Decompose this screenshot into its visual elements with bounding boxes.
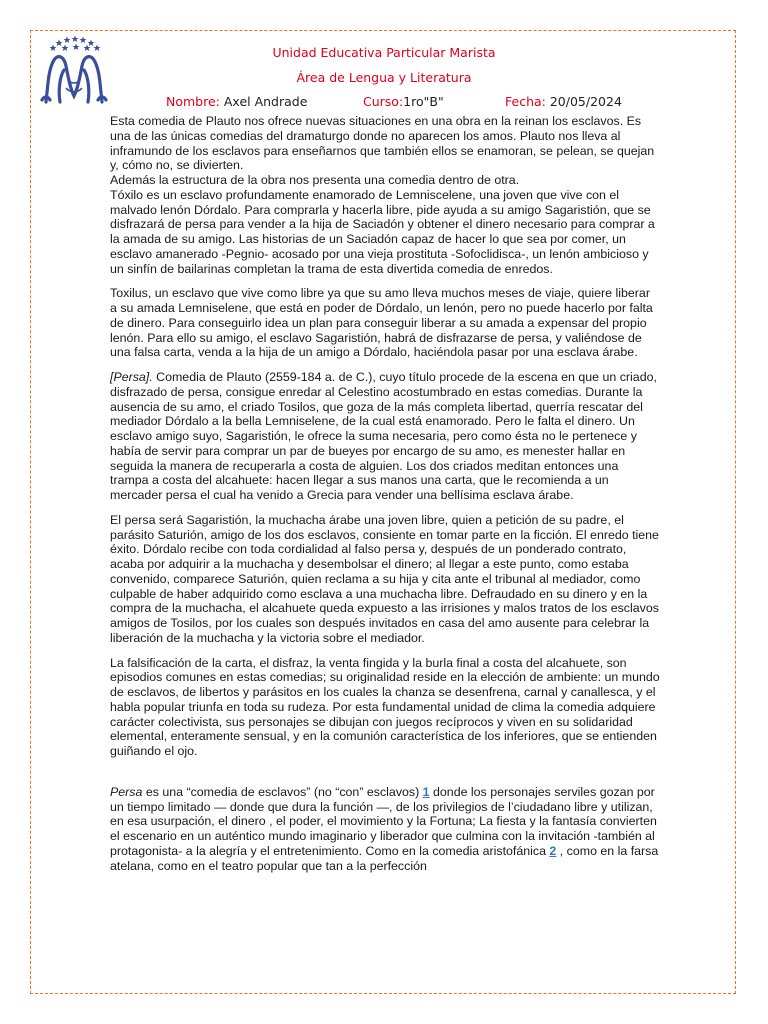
paragraph-1: Esta comedia de Plauto nos ofrece nuevas situaciones en una obra en la reinan los esclavos. Es una de las únicas comedias del dramaturgo donde no aparecen los amos. Plauto nos lleva al inframundo de los esclavos para enseñarnos que también ellos se enamoran, se pelean, se quejan y, cómo no, se divierten. (110, 114, 655, 173)
paragraph-5 (110, 370, 660, 503)
date-value: 20/05/2024 (549, 94, 622, 109)
name-label: Nombre: (166, 94, 220, 109)
course-value: 1ro"B" (403, 94, 444, 109)
course-field (363, 94, 444, 109)
paragraph-4: Toxilus, un esclavo que vive como libre ya que su amo lleva muchos meses de viaje, quiere liberar a su amada Lemniselene, que está en poder de Dórdalo, un lenón, pero no puede hacerlo por falta de dinero. Para conseguirlo idea un plan para conseguir liberar a su amada a expensar del propio lenón. Para ello su amigo, el esclavo Sagaristión, habrá de disfrazarse de persa, y valiéndose de una falsa carta, venda a la hija de un amigo a Dórdalo, haciéndola pasar por una esclava árabe. (110, 286, 653, 360)
footnote-link-2[interactable]: 2 (549, 843, 557, 858)
course-label: Curso: (363, 94, 404, 109)
paragraph-2: Además la estructura de la obra nos presenta una comedia dentro de otra. (110, 173, 520, 187)
name-value: Axel Andrade (223, 94, 308, 109)
student-name-field (166, 94, 307, 109)
area-title: Área de Lengua y Literatura (296, 70, 472, 85)
paragraph-8-text-c: , como en la farsa atelana, como en el teatro popular que tan a la perfección (110, 843, 659, 873)
school-title: Unidad Educativa Particular Marista (272, 45, 496, 60)
paragraph-5-text: Comedia de Plauto (2559-184 a. de C.), cuyo título procede de la escena en que un criado, disfrazado de persa, consigue enredar al Celestino acostumbrado en estas comedias. Durante la ausencia de su amo, el criado Tosilos, que goza de la más completa libertad, querría rescatar del mediador Dórdalo a la bella Lemniselene, de la cual está enamorado. Pero le falta el dinero. Un esclavo amigo suyo, Sagaristión, le ofrece la suma necesaria, pero como ésta no le pertenece y había de servir para comprar un par de bueyes por encargo de su amo, es menester hallar en seguida la manera de recuperarla a costa de alguien. Los dos criados meditan entonces una trampa a costa del alcahuete: hacen llegar a sus manos una carta, que le recomienda a un mercader persa el cual ha venido a Grecia para vender una bellísima esclava árabe. (110, 370, 657, 502)
document-body (110, 114, 660, 873)
paragraph-8 (110, 785, 660, 874)
paragraph-3: Tóxilo es un esclavo profundamente enamorado de Lemniscelene, una joven que vive con el malvado lenón Dórdalo. Para comprarla y hacerla libre, pide ayuda a su amigo Sagaristión, que se disfrazará de persa para vender a la hija de Saciadón y obtener el dinero necesario para comprar a la amada de su amigo. Las historias de un Saciadón capaz de hacer lo que sea por comer, un esclavo amanerado -Pegnio- acosado por una vieja prostituta -Sofoclidisca-, un lenón ambicioso y un sinfín de bailarinas completan la trama de esta divertida comedia de enredos. (110, 187, 655, 276)
persa-italic-word: Persa (110, 784, 143, 799)
persa-italic-title: [Persa]. (110, 370, 153, 384)
paragraph-8-text-b: donde los personajes serviles gozan por un tiempo limitado — donde que dura la función —, de los privilegios de l’ciudadano libre y utilizan, en esa usurpación, el dinero , el poder, el movimiento y la Fortuna; La fiesta y la fantasía convierten el escenario en un auténtico mundo imaginario y liberador que culmina con la invitación -también al protagonista- a la alegría y el entretenimiento. Como en la comedia aristofánica (110, 784, 657, 858)
date-label: Fecha: (505, 94, 546, 109)
paragraph-6: El persa será Sagaristión, la muchacha árabe una joven libre, quien a petición de su padre, el parásito Saturión, amigo de los dos esclavos, consiente en tomar parte en la ficción. El enredo tiene éxito. Dórdalo recibe con toda cordialidad al falso persa y, después de un ponderado contrato, acaba por adquirir a la muchacha y desembolsar el dinero; al llegar a este punto, como estaba convenido, comparece Saturión, quien reclama a su hija y cita ante el tribunal al mediador, como culpable de haber adquirido como esclava a una muchacha libre. Defraudado en su dinero y en la compra de la muchacha, el alcahuete queda expuesto a las irrisiones y malos tratos de los esclavos amigos de Tosilos, por los cuales son después invitados en casa del amo ausente para celebrar la liberación de la muchacha y la victoria sobre el mediador. (110, 512, 659, 645)
paragraph-7: La falsificación de la carta, el disfraz, la venta fingida y la burla final a costa del alcahuete, son episodios comunes en estas comedias; su originalidad reside en la elección de ambiente: un mundo de esclavos, de libertos y parásitos en los cuales la chanza se desenfrena, carnal y canallesca, y el habla popular triunfa en toda su rudeza. Por esta fundamental unidad de clima la comedia adquiere carácter colectivista, sus personajes se dibujan con juegos recíprocos y viven en su solidaridad elemental, enteramente sensual, y en la comunión característica de los inferiores, que se entienden guiñando el ojo. (110, 655, 660, 758)
paragraph-8-text-a: es una “comedia de esclavos” (no “con” esclavos) (142, 784, 423, 799)
date-field (505, 94, 622, 109)
footnote-link-1[interactable]: 1 (422, 784, 430, 799)
